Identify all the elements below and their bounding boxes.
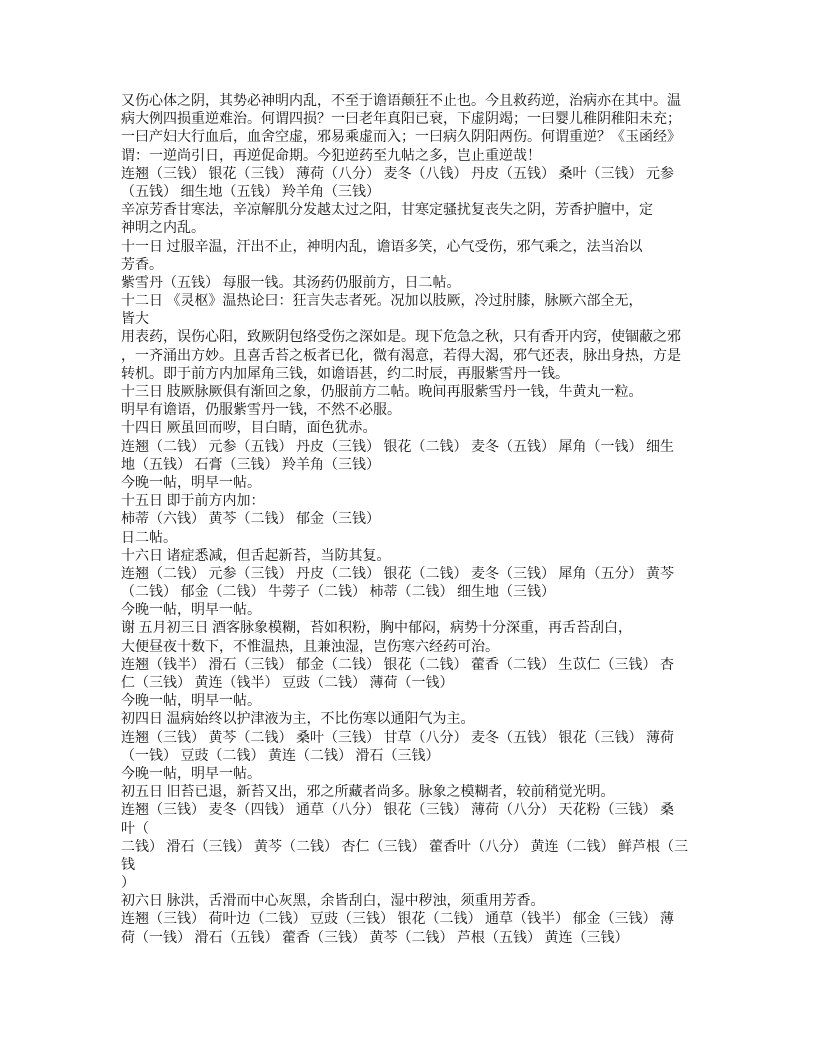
text-line: 连翘（三钱） 麦冬（四钱） 通草（八分） 银花（三钱） 薄荷（八分） 天花粉（三钱） 桑 xyxy=(121,803,674,819)
text-line: 又伤心体之阴，其势必神明内乱，不至于谵语颠狂不止也。今且救药逆，治病亦在其中。温 xyxy=(121,94,681,109)
text-line: 初四日 温病始终以护津液为主，不比伤寒以通阳气为主。 xyxy=(121,712,475,728)
text-line: 十五日 即于前方内加： xyxy=(121,494,265,510)
text-line: 十四日 厥虽回而哕，目白睛，面色犹赤。 xyxy=(121,421,377,437)
text-line: 转机。即于前方内加犀角三钱，如谵语甚，约二时辰，再服紫雪丹一钱。 xyxy=(121,366,569,382)
text-line: 今晚一帖，明早一帖。 xyxy=(121,694,261,710)
text-line: 芳香。 xyxy=(121,257,163,273)
text-line: （一钱） 豆豉（二钱） 黄连（二钱） 滑石（三钱） xyxy=(121,748,440,764)
text-line: （五钱） 细生地（五钱） 羚羊角（三钱） xyxy=(121,184,380,200)
document-page xyxy=(121,93,721,948)
text-line: 十一日 过服辛温，汗出不止，神明内乱，谵语多笑，心气受伤，邪气乘之，法当治以 xyxy=(121,239,643,255)
text-line: 谢 五月初三日 酒客脉象模糊，苔如积粉，胸中郁闷，病势十分深重，再舌苔刮白， xyxy=(121,621,632,637)
text-line: ，一齐涌出方妙。且喜舌苔之板者已化，微有渴意，若得大渴，邪气还表，脉出身热，方是 xyxy=(121,348,681,364)
text-line: 连翘（三钱） 银花（三钱） 薄荷（八分） 麦冬（八钱） 丹皮（五钱） 桑叶（三钱） 元参 xyxy=(121,166,674,182)
text-line: 病大例四损重逆难治。何谓四损？一曰老年真阳已衰，下虚阴竭；一曰婴儿稚阴稚阳未充； xyxy=(121,112,681,128)
text-line: 连翘（三钱） 黄芩（二钱） 桑叶（三钱） 甘草（八分） 麦冬（五钱） 银花（三钱） 薄荷 xyxy=(121,730,674,746)
text-line: 今晚一帖，明早一帖。 xyxy=(121,766,261,782)
text-line: 明早有谵语，仍服紫雪丹一钱，不然不必服。 xyxy=(121,403,401,419)
text-line: 连翘（二钱） 元参（三钱） 丹皮（二钱） 银花（二钱） 麦冬（三钱） 犀角（五分） 黄芩 xyxy=(121,566,674,582)
text-line: 用表药，误伤心阳，致厥阴包络受伤之深如是。现下危急之秋，只有香开内窍，使锢蔽之邪 xyxy=(121,330,681,346)
text-line: 初五日 旧苔已退，新苔又出，邪之所藏者尚多。脉象之模糊者，较前稍觉光明。 xyxy=(121,785,615,801)
text-line: 荷（一钱） 滑石（五钱） 藿香（三钱） 黄芩（二钱） 芦根（五钱） 黄连（三钱） xyxy=(121,930,629,946)
text-line: 今晚一帖，明早一帖。 xyxy=(121,603,261,619)
text-line: 连翘（三钱） 荷叶边（二钱） 豆豉（三钱） 银花（二钱） 通草（钱半） 郁金（三钱） 薄 xyxy=(121,912,674,928)
text-line: 二钱） 滑石（三钱） 黄芩（二钱） 杏仁（三钱） 藿香叶（八分） 黄连（二钱） 鲜芦根（三 xyxy=(121,839,688,855)
text-line: 连翘（钱半） 滑石（三钱） 郁金（二钱） 银花（二钱） 藿香（二钱） 生苡仁（三钱） 杏 xyxy=(121,657,674,673)
text-line: 紫雪丹（五钱） 每服一钱。其汤药仍服前方，日二帖。 xyxy=(121,275,461,291)
text-line: 十六日 诸症悉减，但舌起新苔，当防其复。 xyxy=(121,548,391,564)
text-line: 初六日 脉洪，舌滑而中心灰黑，余皆刮白，湿中秽浊，须重用芳香。 xyxy=(121,894,545,910)
text-line: 柿蒂（六钱） 黄芩（二钱） 郁金（三钱） xyxy=(121,512,380,528)
text-line: 地（五钱） 石膏（三钱） 羚羊角（三钱） xyxy=(121,457,380,473)
text-line: 仁（三钱） 黄连（钱半） 豆豉（二钱） 薄荷（一钱） xyxy=(121,676,454,691)
text-line: 谓：一逆尚引日，再逆促命期。今犯逆药至九帖之多，岂止重逆哉！ xyxy=(121,148,541,164)
text-line: 皆大 xyxy=(121,312,149,328)
text-line: ） xyxy=(121,876,135,892)
text-line: 十二日 《灵枢》温热论曰：狂言失志者死。况加以肢厥，冷过肘膝，脉厥六部全无， xyxy=(121,294,643,310)
text-line: 十三日 肢厥脉厥俱有渐回之象，仍服前方二帖。晚间再服紫雪丹一钱，牛黄丸一粒。 xyxy=(121,385,643,400)
text-line: 连翘（二钱） 元参（五钱） 丹皮（三钱） 银花（二钱） 麦冬（五钱） 犀角（一钱） 细生 xyxy=(121,439,674,455)
text-line: 日二帖。 xyxy=(121,530,177,546)
text-line: 辛凉芳香甘寒法，辛凉解肌分发越太过之阳，甘寒定骚扰复丧失之阴，芳香护膻中，定 xyxy=(121,203,653,219)
text-line: 神明之内乱。 xyxy=(121,221,205,237)
text-line: 大便昼夜十数下，不惟温热，且兼浊湿，岂伤寒六经药可治。 xyxy=(121,639,499,655)
text-line: （二钱） 郁金（二钱） 牛蒡子（二钱） 柿蒂（二钱） 细生地（三钱） xyxy=(121,585,555,601)
text-line: 钱 xyxy=(121,857,135,873)
text-line: 一曰产妇大行血后，血舍空虚，邪易乘虚而入；一曰病久阴阳两伤。何谓重逆？《玉函经》 xyxy=(121,130,681,146)
text-line: 叶（ xyxy=(121,821,149,837)
text-line: 今晚一帖，明早一帖。 xyxy=(121,475,261,491)
